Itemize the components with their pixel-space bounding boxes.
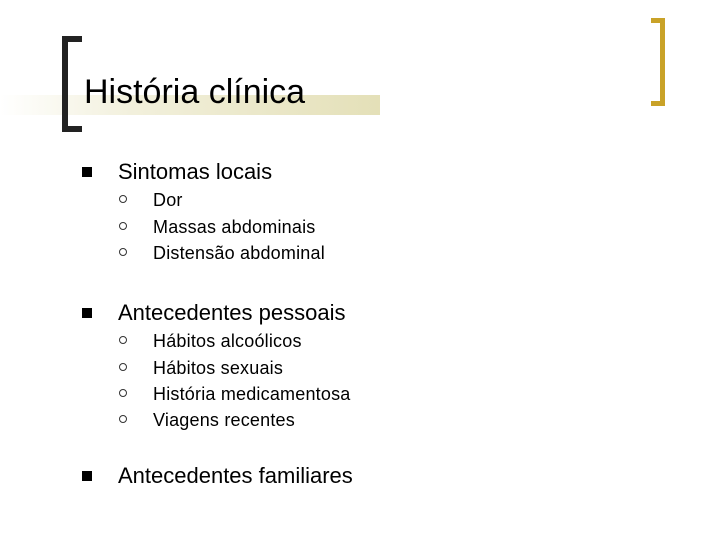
circle-bullet-icon: [119, 336, 127, 344]
sub-bullet-text: Hábitos alcoólicos: [153, 331, 302, 351]
circle-bullet-icon: [119, 195, 127, 203]
circle-bullet-icon: [119, 363, 127, 371]
sub-bullet-text: Massas abdominais: [153, 217, 316, 237]
right-bracket-decoration: [651, 18, 665, 106]
square-bullet-icon: [82, 167, 92, 177]
square-bullet-icon: [82, 308, 92, 318]
bullet-heading: Sintomas locais: [118, 159, 273, 184]
left-bracket-decoration: [62, 36, 82, 132]
sub-bullet-text: Hábitos sexuais: [153, 358, 284, 378]
bullet-heading: Antecedentes pessoais: [118, 300, 346, 325]
sub-bullet-text: Distensão abdominal: [153, 243, 325, 263]
circle-bullet-icon: [119, 389, 127, 397]
circle-bullet-icon: [119, 248, 127, 256]
sub-bullet-text: História medicamentosa: [153, 384, 351, 404]
circle-bullet-icon: [119, 222, 127, 230]
square-bullet-icon: [82, 471, 92, 481]
slide-title: História clínica: [84, 73, 306, 111]
circle-bullet-icon: [119, 415, 127, 423]
bullet-heading: Antecedentes familiares: [118, 463, 353, 488]
sub-bullet-text: Viagens recentes: [153, 410, 295, 430]
sub-bullet-text: Dor: [153, 190, 183, 210]
